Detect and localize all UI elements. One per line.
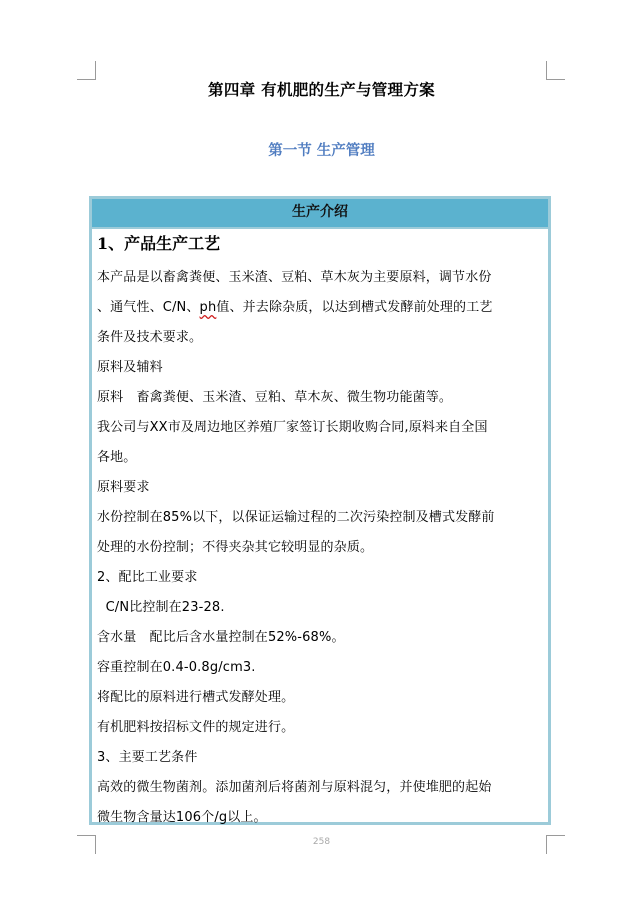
subheading-material-requirements: 原料要求 (97, 480, 150, 495)
subheading-raw-materials: 原料及辅料 (97, 360, 163, 375)
paragraph-line: 含水量 配比后含水量控制在52%-68%。 (97, 630, 345, 645)
paragraph-line: 本产品是以畜禽粪便、玉米渣、豆粕、草木灰为主要原料，调节水份 (97, 270, 492, 285)
heading-product-process: 1、产品生产工艺 (97, 234, 221, 253)
paragraph-line: 水份控制在85%以下，以保证运输过程的二次污染控制及槽式发酵前 (97, 510, 495, 525)
paragraph-line: 有机肥料按招标文件的规定进行。 (97, 720, 295, 735)
production-intro-table (89, 196, 551, 825)
paragraph-line: 原料 畜禽粪便、玉米渣、豆粕、草木灰、微生物功能菌等。 (97, 390, 453, 405)
heading-process-conditions: 3、主要工艺条件 (97, 750, 198, 765)
page-number: 258 (312, 837, 331, 847)
paragraph-line (97, 293, 548, 323)
paragraph-line: 条件及技术要求。 (97, 330, 203, 345)
paragraph-line: 处理的水份控制；不得夹杂其它较明显的杂质。 (97, 540, 374, 555)
heading-ratio-requirements: 2、配比工业要求 (97, 570, 198, 585)
paragraph-line: 微生物含量达106个/g以上。 (97, 810, 267, 825)
paragraph-line: 将配比的原料进行槽式发酵处理。 (97, 690, 295, 705)
paragraph-line: 各地。 (97, 450, 137, 465)
paragraph-line: C/N比控制在23-28. (97, 600, 225, 615)
spellcheck-word: ph (199, 300, 217, 315)
table-body (92, 229, 548, 833)
text-fragment: 值、并去除杂质，以达到槽式发酵前处理的工艺 (216, 300, 493, 315)
chapter-title: 第四章 有机肥的生产与管理方案 (208, 80, 435, 99)
paragraph-line: 高效的微生物菌剂。添加菌剂后将菌剂与原料混匀，并使堆肥的起始 (97, 780, 492, 795)
paragraph-line: 我公司与XX市及周边地区养殖厂家签订长期收购合同,原料来自全国 (97, 420, 488, 435)
section-title: 第一节 生产管理 (268, 143, 375, 159)
text-fragment: 、通气性、C/N、 (97, 300, 200, 315)
paragraph-line: 容重控制在0.4-0.8g/cm3. (97, 660, 256, 675)
table-header: 生产介绍 (92, 199, 548, 229)
